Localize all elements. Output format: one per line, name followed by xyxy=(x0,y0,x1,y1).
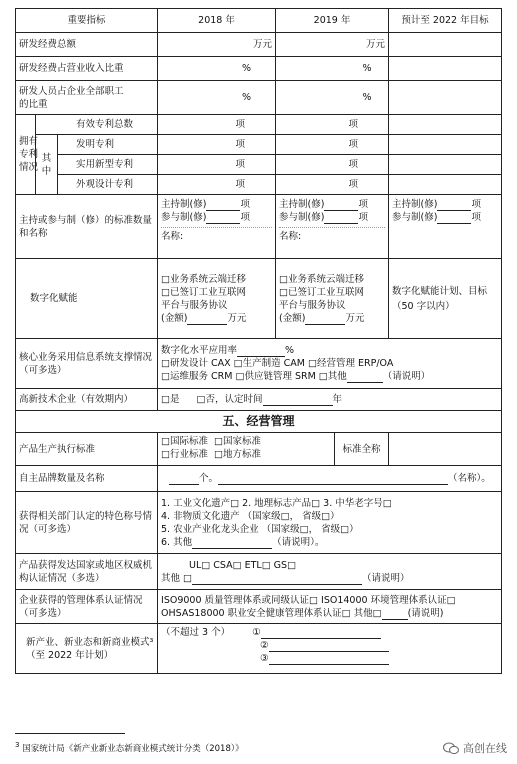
standard-join-line xyxy=(279,211,385,224)
host-text: 主持制(修) xyxy=(279,199,325,210)
patent-design-2022[interactable] xyxy=(389,175,502,195)
patent-utility-2018[interactable] xyxy=(158,155,276,175)
join-blank[interactable] xyxy=(324,212,358,224)
standard-2019[interactable] xyxy=(276,195,389,259)
rd-staff-label-line1: 研发人员占企业全部职工 xyxy=(19,85,124,97)
patent-invention-label: 发明专利 xyxy=(58,135,158,155)
unit-text: 项 xyxy=(348,139,359,150)
row-rd-total xyxy=(16,33,502,57)
rd-staff-2019[interactable] xyxy=(276,81,389,115)
unit-text: 项 xyxy=(235,139,246,150)
patent-label-3: 情况 xyxy=(19,162,39,173)
standard-2018[interactable] xyxy=(158,195,276,259)
rd-ratio-label: 研发经费占营业收入比重 xyxy=(16,57,158,81)
unit-text: % xyxy=(362,92,372,103)
footnote-rule xyxy=(15,733,125,734)
patent-label-1: 拥有 xyxy=(19,136,39,147)
patent-total-2022[interactable] xyxy=(389,115,502,135)
honor-line-4[interactable] xyxy=(161,536,498,549)
unit-text: 万元 xyxy=(345,312,365,324)
row-cert xyxy=(16,554,502,590)
digital-amount-line xyxy=(279,312,385,325)
level-text: 数字化水平应用率 xyxy=(161,345,238,356)
wechat-icon xyxy=(443,742,459,755)
mgmt-line-2-text: OHSAS18000 职业安全健康管理体系认证□ 其他□ xyxy=(161,607,382,619)
patent-design-2018[interactable] xyxy=(158,175,276,195)
new-item-2-line xyxy=(161,639,498,652)
core-options-line3b: （请说明） xyxy=(382,371,431,382)
brand-count-blank[interactable] xyxy=(169,473,199,485)
row-patent-utility xyxy=(16,155,502,175)
cert-note: （请说明） xyxy=(362,572,410,584)
digital-opt-platform[interactable]: □已签订工业互联网 xyxy=(161,286,246,298)
patent-design-2019[interactable] xyxy=(276,175,389,195)
join-text: 参与制(修) xyxy=(161,212,207,223)
digital-opt-platform[interactable]: □已签订工业互联网 xyxy=(279,286,364,298)
rd-staff-2022[interactable] xyxy=(389,81,502,115)
honor-other: 6. 其他 xyxy=(161,536,193,548)
honor-other-blank[interactable] xyxy=(192,537,272,549)
mgmt-label: 企业获得的管理体系认证情况（可多选） xyxy=(16,590,158,624)
year-text: 年 xyxy=(332,394,343,405)
core-systems-label: 核心业务采用信息系统支撑情况（可多选） xyxy=(16,339,158,389)
header-2022-target: 预计至 2022 年目标 xyxy=(389,9,502,33)
unit-text: 项 xyxy=(235,179,246,190)
row-patent-design xyxy=(16,175,502,195)
unit-text: 万元 xyxy=(253,39,273,50)
standard-join-line xyxy=(161,211,272,224)
unit-text: 项 xyxy=(348,179,359,190)
digital-opt-cloud[interactable]: □业务系统云端迁移 xyxy=(279,273,364,285)
digital-amount-line xyxy=(161,312,272,325)
of-which-label xyxy=(36,135,58,195)
core-systems-options[interactable] xyxy=(158,339,502,389)
standard-host-line xyxy=(161,198,272,211)
unit-text: 项 xyxy=(471,199,481,210)
rd-staff-2018[interactable] xyxy=(158,81,276,115)
brand-unit: 个。 xyxy=(199,473,219,484)
std-row2 xyxy=(161,448,331,461)
rd-total-label: 研发经费总额 xyxy=(16,33,158,57)
standard-host-line xyxy=(279,198,385,211)
brand-name-suffix: （名称）。 xyxy=(448,473,491,484)
join-text: 参与制(修) xyxy=(392,212,438,223)
mgmt-other-blank[interactable] xyxy=(382,608,408,620)
host-blank[interactable] xyxy=(324,199,358,211)
host-text: 主持制(修) xyxy=(392,199,438,210)
rd-total-2022[interactable] xyxy=(389,33,502,57)
std-option-group[interactable] xyxy=(158,433,335,465)
std-opt-industry[interactable]: □行业标准 xyxy=(161,449,208,460)
header-2019: 2019 年 xyxy=(276,9,389,33)
standard-host-line xyxy=(392,198,498,211)
section5-title: 五、经营管理 xyxy=(16,411,502,433)
header-indicator: 重要指标 xyxy=(16,9,158,33)
std-full-name-input[interactable] xyxy=(389,433,502,466)
digital-plan[interactable]: 数字化赋能计划、目标（50 字以内） xyxy=(389,259,502,339)
patent-group-label xyxy=(16,115,39,195)
watermark-text: 高创在线 xyxy=(463,742,507,755)
rd-staff-label-line2: 的比重 xyxy=(19,98,48,110)
honor-line-1[interactable]: 1. 工业文化遗产□ 2. 地理标志产品□ 3. 中华老字号□ xyxy=(161,497,392,509)
core-options-line2[interactable]: □研发设计 CAX □生产制造 CAM □经营管理 ERP/OA xyxy=(161,358,394,369)
unit-text: 项 xyxy=(240,199,250,210)
host-blank[interactable] xyxy=(437,199,471,211)
patent-invention-2022[interactable] xyxy=(389,135,502,155)
unit-text: 项 xyxy=(358,199,368,210)
row-patent-invention xyxy=(16,135,502,155)
core-options-line3[interactable] xyxy=(161,370,498,383)
new-item-3: ③ xyxy=(260,653,269,664)
host-text: 主持制(修) xyxy=(161,199,207,210)
new-item-2: ② xyxy=(260,640,269,651)
patent-total-2019[interactable] xyxy=(276,115,389,135)
honors-options[interactable] xyxy=(158,492,502,554)
standard-name: 名称: xyxy=(279,227,385,243)
hitech-label: 高新技术企业（有效期内） xyxy=(16,389,158,411)
hitech-options[interactable] xyxy=(158,389,502,411)
unit-text: 万元 xyxy=(366,39,386,50)
patent-total-label: 有效专利总数 xyxy=(36,115,158,135)
brand-label: 自主品牌数量及名称 xyxy=(16,466,158,492)
unit-text: 项 xyxy=(235,159,246,170)
std-opt-local[interactable]: □地方标准 xyxy=(214,449,262,460)
unit-text: 项 xyxy=(240,212,250,223)
standard-label: 主持或参与制（修）的标准数量和名称 xyxy=(16,195,158,259)
standard-2022[interactable] xyxy=(389,195,502,259)
honor-line-3[interactable]: 5. 农业产业化龙头企业 （国家级□， 省级□） xyxy=(161,523,359,535)
honor-line-2[interactable]: 4. 非物质文化遗产 （国家级□， 省级□） xyxy=(161,510,340,522)
footnote-text: 国家统计局《新产业新业态新商业模式统计分类（2018）》 xyxy=(22,743,244,754)
header-row xyxy=(16,9,502,33)
patent-label-2: 专利 xyxy=(19,149,39,160)
unit-text: 项 xyxy=(471,212,481,223)
row-honors xyxy=(16,492,502,554)
patent-invention-2019[interactable] xyxy=(276,135,389,155)
row-standard xyxy=(16,195,502,259)
unit-text: 项 xyxy=(348,119,359,130)
section5-row xyxy=(16,411,502,433)
standard-name: 名称: xyxy=(161,227,272,243)
digital-opt-platform-cont: 平台与服务协议 xyxy=(279,299,346,311)
rd-total-2018[interactable] xyxy=(158,33,276,57)
std-opt-national[interactable]: □国家标准 xyxy=(214,436,262,447)
amount-blank[interactable] xyxy=(187,313,227,325)
std-exec-label: 产品生产执行标准 xyxy=(16,433,158,466)
std-exec-options[interactable] xyxy=(158,433,389,466)
rd-ratio-2022[interactable] xyxy=(389,57,502,81)
cert-other: 其他 □ xyxy=(161,572,193,584)
unit-text: 项 xyxy=(348,159,359,170)
brand-name-blank[interactable] xyxy=(218,473,448,485)
rd-ratio-2019[interactable] xyxy=(276,57,389,81)
level-blank[interactable] xyxy=(237,345,285,357)
unit-text: % xyxy=(362,63,372,74)
join-blank[interactable] xyxy=(206,212,240,224)
unit-text: % xyxy=(242,92,252,103)
new-item-1-line xyxy=(161,626,498,639)
row-core-systems xyxy=(16,339,502,389)
of-which-2: 中 xyxy=(41,165,52,177)
row-digital xyxy=(16,259,502,339)
honors-label: 获得相关部门认定的特色称号情况（可多选） xyxy=(16,492,158,554)
new-limit: （不超过 3 个） xyxy=(161,627,231,638)
patent-design-label: 外观设计专利 xyxy=(58,175,158,195)
new-item-2-blank[interactable] xyxy=(269,640,389,652)
mgmt-line-1[interactable]: ISO9000 质量管理体系或同级认证□ ISO14000 环境管理体系认证□ xyxy=(161,594,456,606)
join-text: 参与制(修) xyxy=(279,212,325,223)
cert-other-blank[interactable] xyxy=(192,573,362,585)
amount-text: (金额) xyxy=(279,312,306,324)
header-2018: 2018 年 xyxy=(158,9,276,33)
std-full-name-label: 标准全称 xyxy=(342,443,381,455)
new-models-input[interactable] xyxy=(158,624,502,674)
std-row1 xyxy=(161,435,331,448)
digital-opt-platform-cont: 平台与服务协议 xyxy=(161,299,228,311)
cert-line-2[interactable] xyxy=(161,572,498,585)
hitech-no[interactable]: □否，认定时间 xyxy=(196,394,263,405)
cert-options[interactable] xyxy=(158,554,502,590)
patent-utility-2022[interactable] xyxy=(389,155,502,175)
new-item-3-blank[interactable] xyxy=(269,653,389,665)
standard-join-line xyxy=(392,211,498,224)
row-rd-ratio xyxy=(16,57,502,81)
digital-2019[interactable] xyxy=(276,259,389,339)
rd-staff-label xyxy=(16,81,158,115)
new-models-label: 新产业、新业态和新商业模式³（至 2022 年计划） xyxy=(16,624,158,674)
core-options-line3a: □运维服务 CRM □供应链管理 SRM □其他 xyxy=(161,371,347,382)
core-level-line xyxy=(161,344,498,357)
row-patent-total xyxy=(16,115,502,135)
footnote xyxy=(15,740,244,754)
row-mgmt xyxy=(16,590,502,624)
rd-total-2019[interactable] xyxy=(276,33,389,57)
watermark xyxy=(443,740,507,756)
other-blank[interactable] xyxy=(347,371,383,383)
unit-text: % xyxy=(242,63,252,74)
host-blank[interactable] xyxy=(206,199,240,211)
brand-input[interactable] xyxy=(158,466,502,492)
unit-text: 项 xyxy=(235,119,246,130)
cert-line-1[interactable]: UL□ CSA□ ETL□ GS□ xyxy=(189,559,297,571)
indicator-form-table xyxy=(15,8,502,674)
unit-text: 项 xyxy=(358,212,368,223)
unit-text: 万元 xyxy=(227,312,247,324)
row-hitech xyxy=(16,389,502,411)
mgmt-line-2[interactable] xyxy=(161,607,498,620)
of-which-1: 其 xyxy=(41,152,52,164)
new-item-1: ① xyxy=(252,627,261,638)
hitech-yes[interactable]: □是 xyxy=(161,394,180,405)
footnote-mark: 3 xyxy=(15,740,20,749)
hitech-date-blank[interactable] xyxy=(263,394,333,406)
mgmt-options[interactable] xyxy=(158,590,502,624)
honor-note: （请说明）。 xyxy=(272,536,325,548)
patent-invention-2018[interactable] xyxy=(158,135,276,155)
std-opt-intl[interactable]: □国际标准 xyxy=(161,436,208,447)
rd-ratio-2018[interactable] xyxy=(158,57,276,81)
row-brand xyxy=(16,466,502,492)
patent-utility-2019[interactable] xyxy=(276,155,389,175)
digital-2018[interactable] xyxy=(158,259,276,339)
digital-label: 数字化赋能 xyxy=(16,259,158,339)
patent-total-2018[interactable] xyxy=(158,115,276,135)
new-item-1-blank[interactable] xyxy=(261,627,381,639)
amount-blank[interactable] xyxy=(305,313,345,325)
new-item-3-line xyxy=(161,652,498,665)
pct-text: % xyxy=(285,345,295,356)
row-new-models xyxy=(16,624,502,674)
mgmt-note: (请说明) xyxy=(407,607,444,619)
cert-label: 产品获得发达国家或地区权威机构认证情况（多选） xyxy=(16,554,158,590)
row-std-exec xyxy=(16,433,502,466)
patent-utility-label: 实用新型专利 xyxy=(58,155,158,175)
amount-text: (金额) xyxy=(161,312,188,324)
digital-opt-cloud[interactable]: □业务系统云端迁移 xyxy=(161,273,246,285)
row-rd-staff xyxy=(16,81,502,115)
join-blank[interactable] xyxy=(437,212,471,224)
